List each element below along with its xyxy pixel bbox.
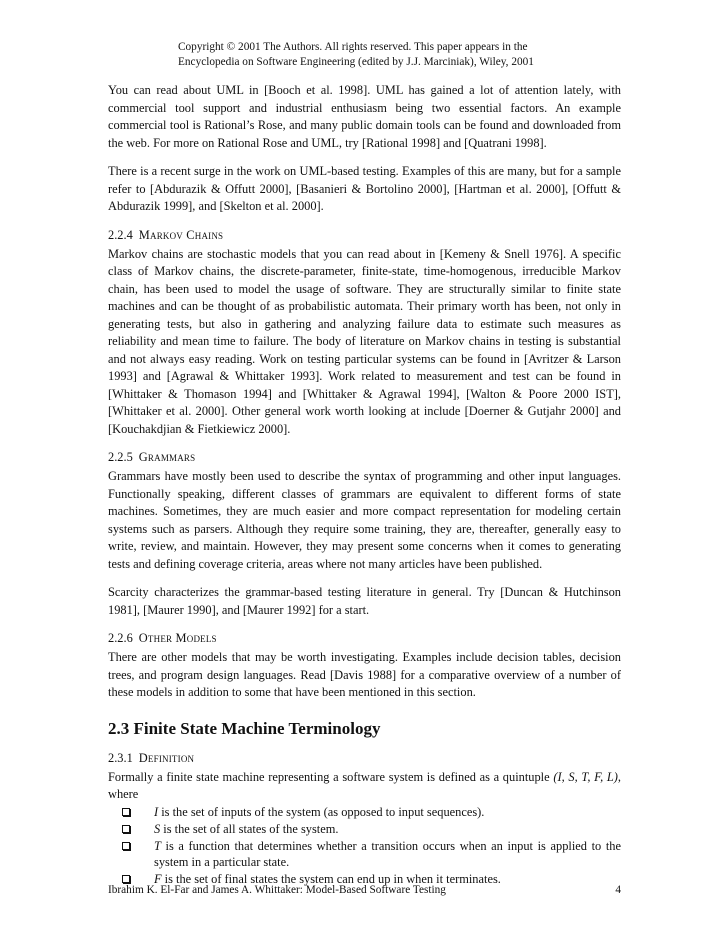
paragraph-other-models: There are other models that may be worth investigating. Examples include decision tables, decision trees, and program design languages. Read [Davis 1988] for a comparative overview of a number of these models in addition to some that have been mentioned in this section. <box>108 650 621 699</box>
item-symbol: S <box>154 821 161 836</box>
section-number: 2.2.4 <box>108 227 133 242</box>
item-text: is the set of inputs of the system (as opposed to input sequences). <box>158 804 485 819</box>
item-text: is the set of final states the system can end up in when it terminates. <box>161 871 501 886</box>
copyright-line-2: Encyclopedia on Software Engineering (edited by J.J. Marciniak), Wiley, 2001 <box>178 56 534 68</box>
checkbox-bullet-icon <box>122 825 130 833</box>
copyright-notice <box>178 40 621 70</box>
item-symbol: I <box>154 804 159 819</box>
paragraph-uml: You can read about UML in [Booch et al. 1998]. UML has gained a lot of attention lately, with commercial tool support and industrial enthusiasm being two essential factors. An example commercial tool is Rational’s Rose, and many public domain tools can be found and downloaded from the web. For more on Rational Rose and UML, try [Rational 1998] and [Quatrani 1998]. <box>108 83 621 150</box>
section-title: Markov Chains <box>138 227 224 242</box>
item-text: is the set of all states of the system. <box>160 821 339 836</box>
definition-intro: Formally a finite state machine representing a software system is defined as a quintuple <box>108 769 550 784</box>
paragraph-scarcity: Scarcity characterizes the grammar-based testing literature in general. Try [Duncan & Hutchinson 1981], [Maurer 1990], and [Maurer 1992] for a start. <box>108 585 621 617</box>
heading-2-2-4 <box>108 227 621 243</box>
copyright-line-1: Copyright © 2001 The Authors. All rights reserved. This paper appears in the <box>178 41 528 53</box>
list-item <box>122 838 621 870</box>
heading-2-3: 2.3 Finite State Machine Terminology <box>108 718 381 738</box>
section-number: 2.2.6 <box>108 631 133 645</box>
checkbox-bullet-icon <box>122 842 130 850</box>
item-symbol: F <box>154 871 162 886</box>
checkbox-bullet-icon <box>122 875 130 883</box>
definition-where: , where <box>108 769 622 801</box>
page-body <box>108 40 621 888</box>
heading-2-2-6 <box>108 630 621 646</box>
checkbox-bullet-icon <box>122 808 130 816</box>
section-title: Other Models <box>138 631 217 645</box>
paragraph-definition <box>108 769 621 804</box>
paragraph-markov: Markov chains are stochastic models that you can read about in [Kemeny & Snell 1976]. A specific class of Markov chains, the discrete-parameter, finite-state, time-homogenous, irreducible Markov chain, has been used to model the usage of software. They are structurally similar to finite state machines and can be thought of as probabilistic automata. Their primary worth has been, not only in generating tests, but also in gathering and analyzing failure data to estimate such measures as reliability and mean time to failure. The body of literature on Markov chains in testing is substantial and not always easy reading. Work on testing particular systems can be found in [Avritzer & Larson 1993] and [Agrawal & Whittaker 1993]. Work related to measurement and test can be found in [Whittaker & Thomason 1994] and [Whittaker & Agrawal 1994], [Walton & Poore 2000 IST], [Whittaker et al. 2000]. Other general work worth looking at include [Doerner & Gutjahr 2000] and [Kouchakdjian & Fietkiewicz 2000]. <box>108 246 621 436</box>
item-symbol: T <box>154 838 161 853</box>
definition-tuple: (I, S, T, F, L) <box>553 769 618 784</box>
section-title: Definition <box>138 750 195 765</box>
section-title: Grammars <box>138 450 196 464</box>
section-number: 2.2.5 <box>108 450 133 464</box>
paragraph-grammars: Grammars have mostly been used to describe the syntax of programming and other input languages. Functionally speaking, different classes of grammars are equivalent to different forms of state machines. Sometimes, they are much easier and more compact representation for modeling certain systems such as parsers. Although they require some training, they are, thereafter, generally easy to write, review, and maintain. However, they may present some concerns when it comes to generating tests and defining coverage criteria, areas where not many articles have been published. <box>108 469 621 571</box>
paragraph-uml-testing: There is a recent surge in the work on UML-based testing. Examples of this are many, but for a sample refer to [Abdurazik & Offutt 2000], [Basanieri & Bortolino 2000], [Hartman et al. 2000], [Offutt & Abdurazik 1999], and [Skelton et al. 2000]. <box>108 164 621 213</box>
heading-2-2-5 <box>108 449 621 465</box>
page-number: 4 <box>615 884 621 896</box>
heading-2-3-1 <box>108 750 621 766</box>
section-number: 2.3.1 <box>108 750 133 765</box>
page-footer <box>108 883 621 897</box>
definition-list <box>108 804 621 887</box>
list-item <box>122 821 621 837</box>
item-text: is a function that determines whether a transition occurs when an input is applied to the system in a particular state. <box>154 838 621 869</box>
footer-authors: Ibrahim K. El-Far and James A. Whittaker: Model-Based Software Testing <box>108 884 446 896</box>
list-item <box>122 804 621 820</box>
